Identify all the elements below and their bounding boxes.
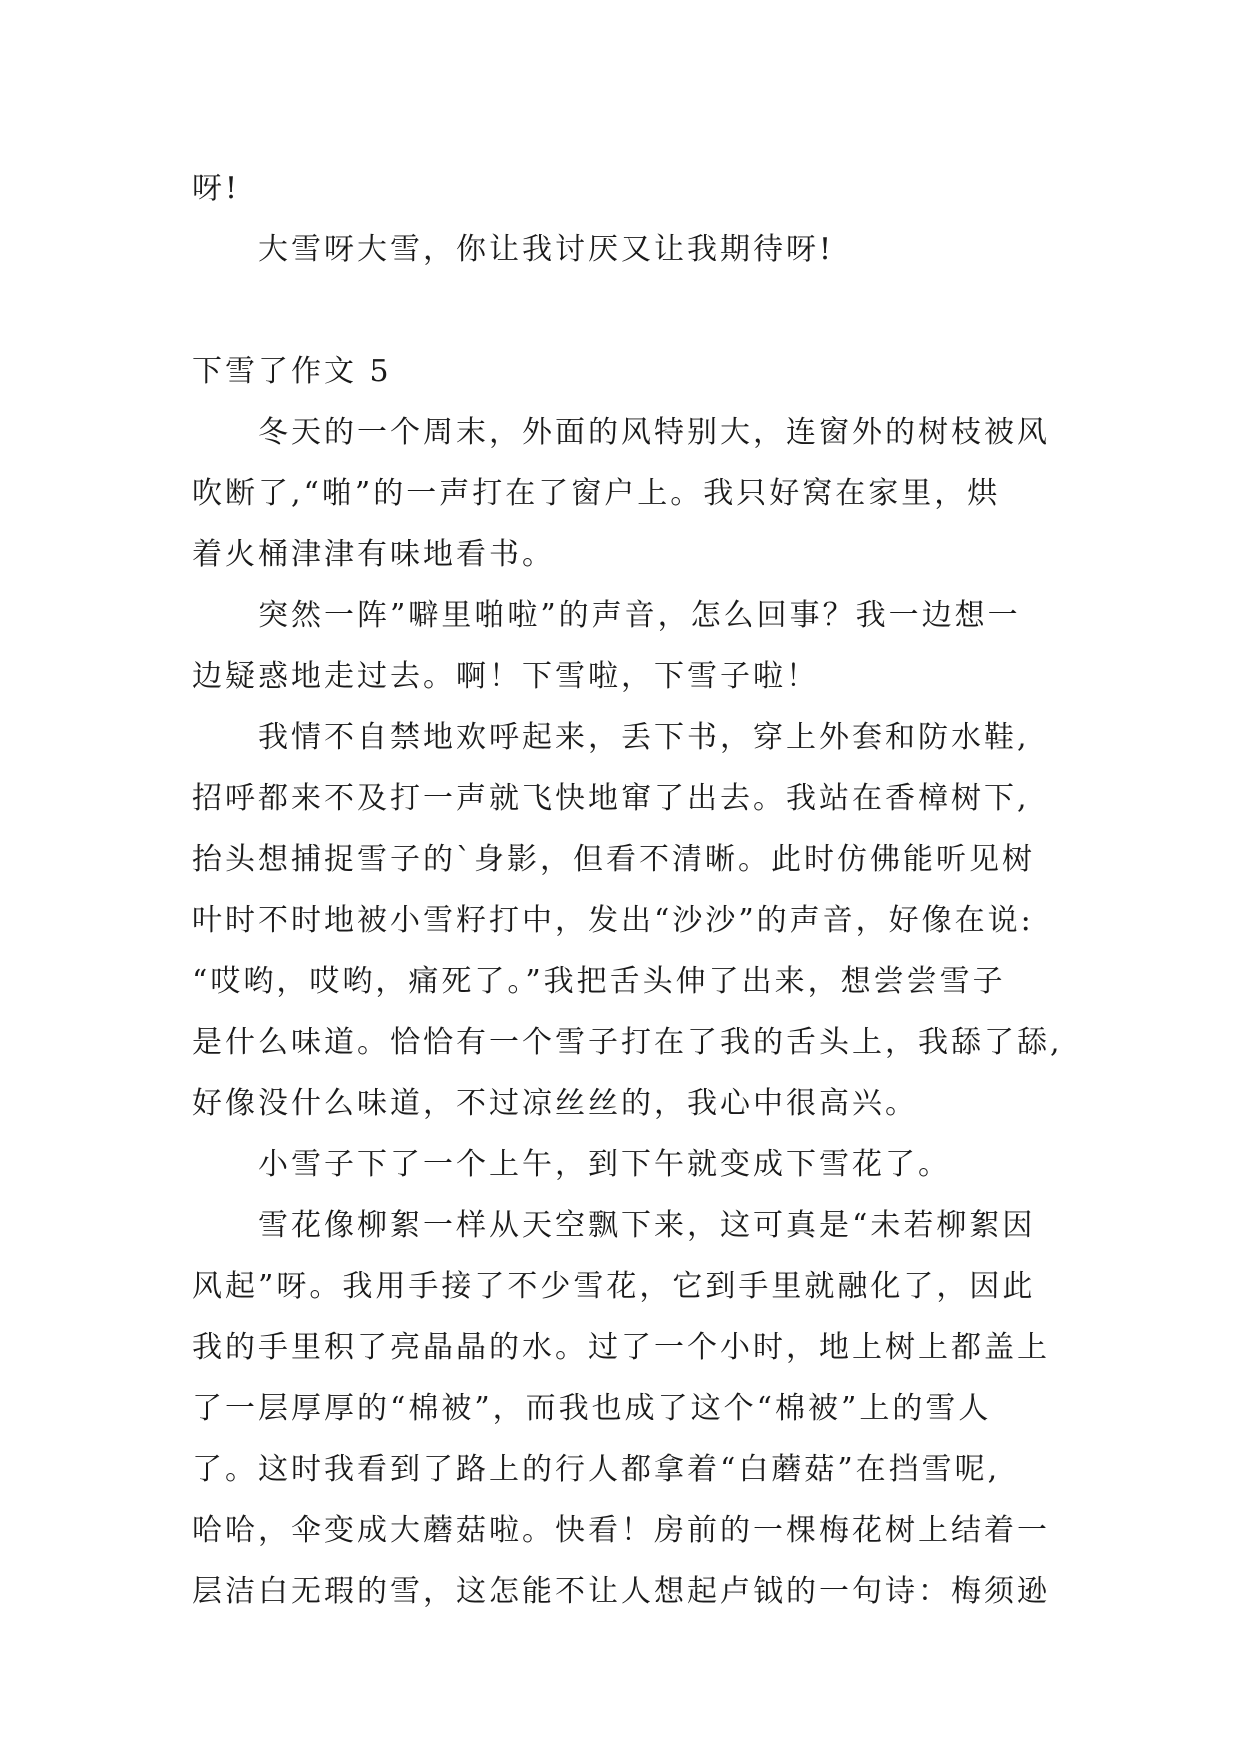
- paragraph-line: 突然一阵”噼里啪啦”的声音，怎么回事？我一边想一: [258, 598, 1021, 633]
- closing-paragraph-line: 大雪呀大雪，你让我讨厌又让我期待呀!: [258, 232, 835, 267]
- paragraph-3: [192, 707, 1062, 1134]
- paragraph-line: 叶时不时地被小雪籽打中，发出“沙沙”的声音，好像在说:: [192, 903, 1034, 938]
- paragraph-line: 吹断了,“啪”的一声打在了窗户上。我只好窝在家里，烘: [192, 476, 1001, 511]
- paragraph-line: 招呼都来不及打一声就飞快地窜了出去。我站在香樟树下,: [192, 781, 1030, 816]
- paragraph-2: [192, 585, 1062, 707]
- paragraph-line: 边疑惑地走过去。啊！下雪啦，下雪子啦！: [192, 659, 819, 694]
- paragraph-line: 是什么味道。恰恰有一个雪子打在了我的舌头上，我舔了舔,: [192, 1025, 1063, 1060]
- paragraph-line: 小雪子下了一个上午，到下午就变成下雪花了。: [258, 1147, 951, 1182]
- paragraph-1: [192, 402, 1062, 585]
- paragraph-line: 了。这时我看到了路上的行人都拿着“白蘑菇”在挡雪呢,: [192, 1452, 1001, 1487]
- paragraph-line: 我的手里积了亮晶晶的水。过了一个小时，地上树上都盖上: [192, 1330, 1050, 1365]
- paragraph-line: 抬头想捕捉雪子的`身影，但看不清晰。此时仿佛能听见树: [192, 842, 1035, 877]
- paragraph-line: 层洁白无瑕的雪，这怎能不让人想起卢钺的一句诗：梅须逊: [192, 1574, 1050, 1609]
- paragraph-line: 哈哈，伞变成大蘑菇啦。快看！房前的一棵梅花树上结着一: [192, 1513, 1050, 1548]
- carry-over-line: 呀!: [192, 171, 241, 206]
- paragraph-line: 冬天的一个周末，外面的风特别大，连窗外的树枝被风: [258, 415, 1050, 450]
- paragraph-line: 雪花像柳絮一样从天空飘下来，这可真是“未若柳絮因: [258, 1208, 1036, 1243]
- paragraph-5: [192, 1195, 1062, 1622]
- paragraph-line: 好像没什么味道，不过凉丝丝的，我心中很高兴。: [192, 1086, 918, 1121]
- paragraph-4: [192, 1134, 1062, 1195]
- paragraph-line: “哎哟，哎哟，痛死了。”我把舌头伸了出来，想尝尝雪子: [192, 964, 1006, 999]
- paragraph-line: 风起”呀。我用手接了不少雪花，它到手里就融化了，因此: [192, 1269, 1036, 1304]
- document-body: [192, 158, 1062, 1622]
- paragraph-line: 了一层厚厚的“棉被”，而我也成了这个“棉被”上的雪人: [192, 1391, 992, 1426]
- paragraph-spacer: [192, 280, 1062, 341]
- section-title: 下雪了作文 5: [192, 354, 392, 389]
- paragraph-line: 着火桶津津有味地看书。: [192, 537, 555, 572]
- paragraph-line: 我情不自禁地欢呼起来，丢下书，穿上外套和防水鞋,: [258, 720, 1030, 755]
